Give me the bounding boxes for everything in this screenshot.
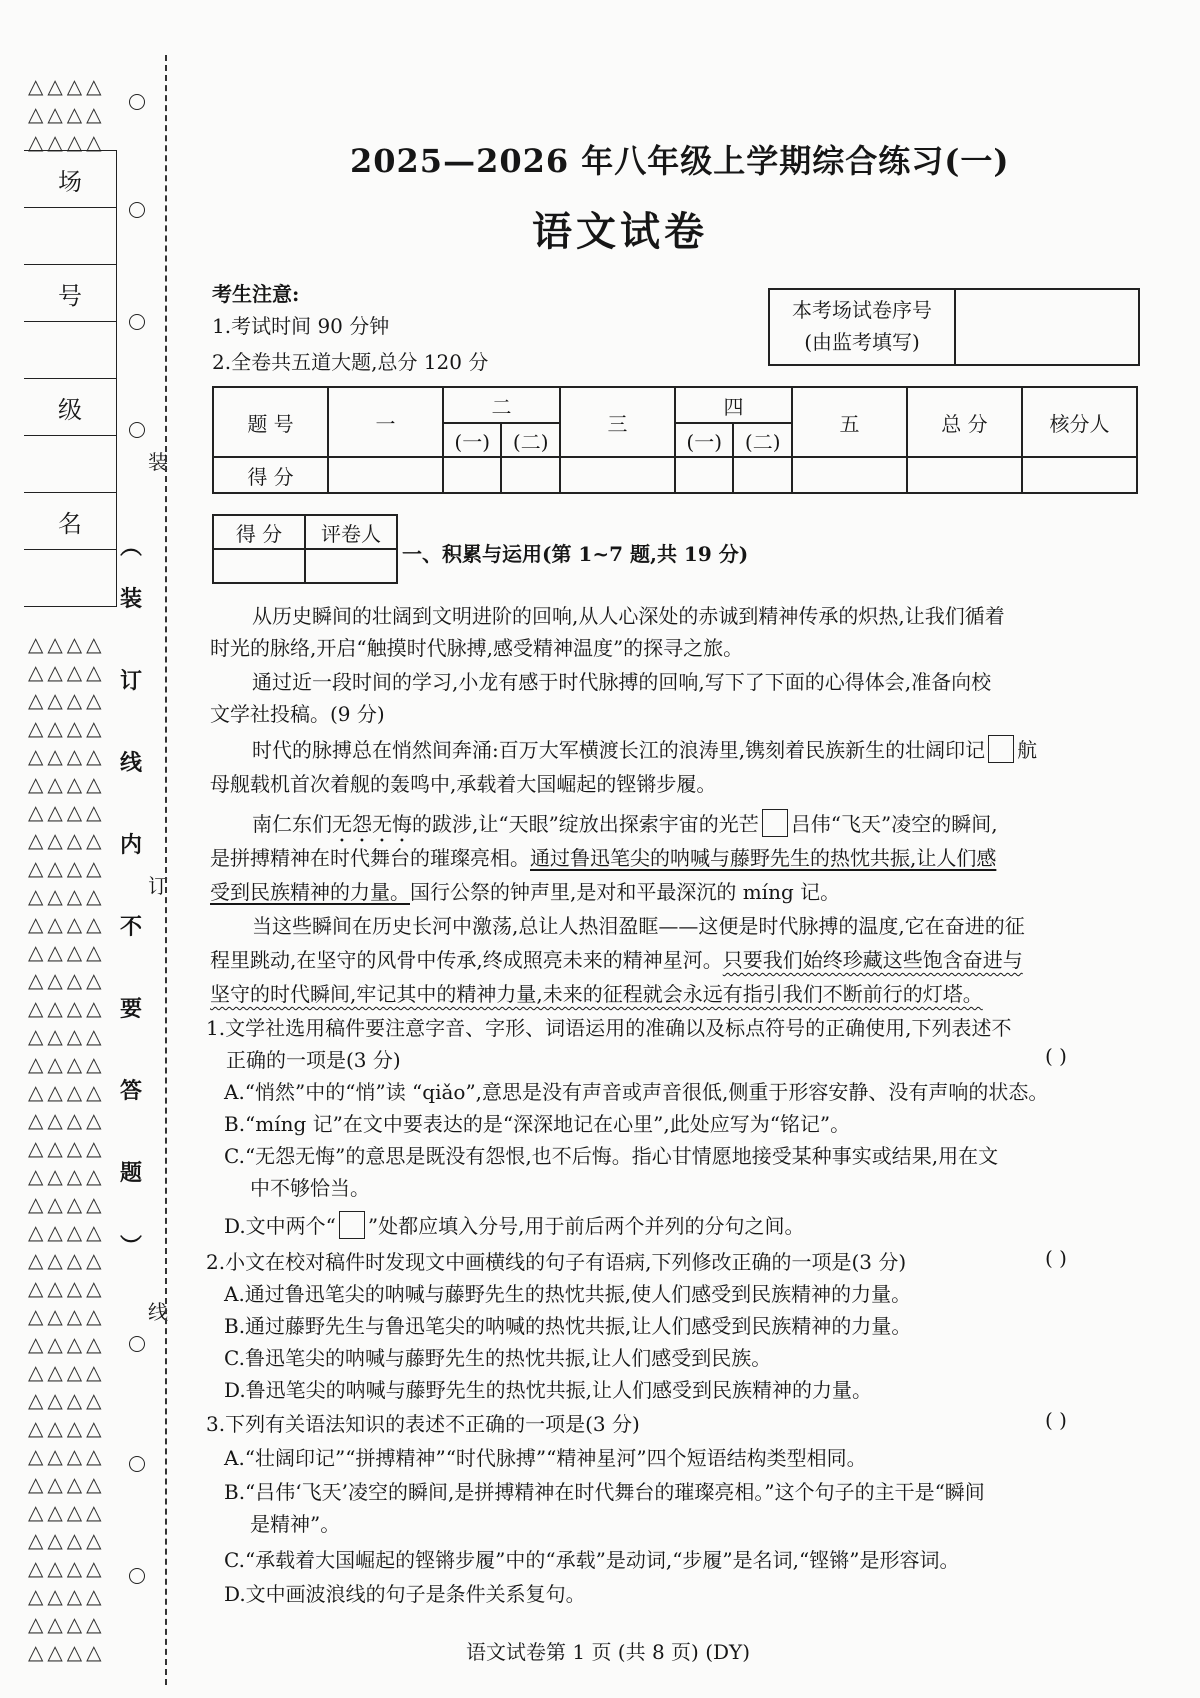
passage-line [210, 842, 996, 871]
field-box-room[interactable] [24, 150, 117, 265]
triangle-row: △△△△ [28, 1472, 106, 1496]
triangle-row: △△△△ [28, 1080, 106, 1104]
blank-box-icon [339, 1211, 365, 1239]
dotted-word: 无怨无悔 [332, 812, 412, 836]
triangle-row: △△△△ [28, 1444, 106, 1468]
notice-item: 1.考试时间 90 分钟 [212, 314, 390, 338]
binding-text: 不 [120, 914, 143, 940]
binding-hole-icon [129, 202, 145, 218]
grader-score-cell[interactable] [213, 549, 305, 583]
score-cell[interactable] [675, 457, 734, 493]
blank-box[interactable] [988, 735, 1014, 763]
triangle-row: △△△△ [28, 940, 106, 964]
score-table-subcol: (二) [733, 423, 792, 457]
binding-text: 订 [148, 874, 168, 898]
option-b-cont: 是精神”。 [250, 1512, 341, 1536]
triangle-row: △△△△ [28, 716, 106, 740]
question-stem: 3.下列有关语法知识的表述不正确的一项是(3 分) [206, 1412, 640, 1436]
binding-text: 装 [148, 450, 168, 474]
serial-number-box [768, 288, 1140, 366]
wavy-sentence: 只要我们始终珍藏这些饱含奋进与 [722, 948, 1023, 972]
grader-score-label: 得 分 [213, 515, 305, 549]
answer-paren[interactable]: ( ) [1045, 1408, 1067, 1432]
score-table-col: 五 [792, 387, 907, 457]
option-c: C.“无怨无悔”的意思是既没有怨恨,也不后悔。指心甘情愿地接受某种事实或结果,用在文 [224, 1144, 999, 1168]
passage-text: 南仁东们 [252, 812, 332, 836]
score-table-col: 核分人 [1022, 387, 1137, 457]
score-cell[interactable] [733, 457, 792, 493]
score-cell[interactable] [328, 457, 443, 493]
score-table-header: 得 分 [213, 457, 328, 493]
score-table-subcol: (一) [675, 423, 734, 457]
score-cell[interactable] [792, 457, 907, 493]
score-cell[interactable] [1022, 457, 1137, 493]
triangle-row: △△△△ [28, 1220, 106, 1244]
option-d: D.鲁迅笔尖的呐喊与藤野先生的热忱共振,让人们感受到民族精神的力量。 [224, 1378, 873, 1402]
notice-item: 2.全卷共五道大题,总分 120 分 [212, 350, 489, 374]
field-box-class[interactable] [24, 378, 117, 493]
score-cell[interactable] [907, 457, 1022, 493]
triangle-row: △△△△ [28, 130, 106, 154]
score-table-header: 题 号 [213, 387, 328, 457]
option-a: A.通过鲁迅笔尖的呐喊与藤野先生的热忱共振,使人们感受到民族精神的力量。 [224, 1282, 912, 1306]
binding-hole-icon [129, 422, 145, 438]
binding-hole-icon [129, 314, 145, 330]
answer-paren[interactable]: ( ) [1045, 1044, 1067, 1068]
serial-label: 本考场试卷序号 [792, 298, 932, 322]
triangle-row: △△△△ [28, 1248, 106, 1272]
triangle-row: △△△△ [28, 1136, 106, 1160]
binding-text: ︶ [120, 1234, 143, 1260]
passage-line [252, 734, 1037, 763]
passage-text: 程里跳动,在坚守的风骨中传承,终成照亮未来的精神星河。 [210, 948, 723, 972]
triangle-row: △△△△ [28, 102, 106, 126]
triangle-row: △△△△ [28, 660, 106, 684]
triangle-row: △△△△ [28, 1164, 106, 1188]
task-line: 文学社投稿。(9 分) [210, 702, 385, 726]
field-box-name[interactable] [24, 492, 117, 607]
triangle-row: △△△△ [28, 1640, 106, 1664]
option-c-cont: 中不够恰当。 [250, 1176, 370, 1200]
option-c: C.“承载着大国崛起的铿锵步履”中的“承载”是动词,“步履”是名词,“铿锵”是形容词。 [224, 1548, 960, 1572]
triangle-row: △△△△ [28, 1276, 106, 1300]
triangle-row: △△△△ [28, 1108, 106, 1132]
field-label: 级 [24, 379, 116, 436]
option-b: B.“吕伟‘飞天’凌空的瞬间,是拼搏精神在时代舞台的璀璨亮相。”这个句子的主干是“瞬间 [224, 1480, 985, 1504]
triangle-row: △△△△ [28, 1332, 106, 1356]
triangle-row: △△△△ [28, 1304, 106, 1328]
underlined-sentence: 受到民族精神的力量。 [210, 880, 410, 904]
intro-line: 从历史瞬间的壮阔到文明进阶的回响,从人心深处的赤诚到精神传承的炽热,让我们循着 [252, 604, 1005, 628]
question-stem: 2.小文在校对稿件时发现文中画横线的句子有语病,下列修改正确的一项是(3 分) [206, 1250, 907, 1274]
triangle-row: △△△△ [28, 1388, 106, 1412]
option-d [224, 1210, 805, 1239]
answer-paren[interactable]: ( ) [1045, 1246, 1067, 1270]
triangle-row: △△△△ [28, 884, 106, 908]
binding-hole-icon [129, 1568, 145, 1584]
binding-text: 线 [148, 1300, 168, 1324]
field-box-number[interactable] [24, 264, 117, 379]
passage-line [210, 978, 983, 1007]
option-c: C.鲁迅笔尖的呐喊与藤野先生的热忱共振,让人们感受到民族。 [224, 1346, 772, 1370]
passage-text: 吕伟“飞天”凌空的瞬间, [790, 812, 998, 836]
option-b: B.“míng 记”在文中要表达的是“深深地记在心里”,此处应写为“铭记”。 [224, 1112, 851, 1136]
triangle-row: △△△△ [28, 912, 106, 936]
passage-text: 的跋涉,让“天眼”绽放出探索宇宙的光芒 [412, 812, 759, 836]
binding-text: 装 [120, 586, 143, 612]
task-line: 通过近一段时间的学习,小龙有感于时代脉搏的回响,写下了下面的心得体会,准备向校 [252, 670, 992, 694]
passage-line: 当这些瞬间在历史长河中激荡,总让人热泪盈眶——这便是时代脉搏的温度,它在奋进的征 [252, 914, 1025, 938]
passage-text: 航 [1017, 738, 1038, 762]
underlined-sentence: 通过鲁迅笔尖的呐喊与藤野先生的热忱共振,让人们感 [530, 846, 997, 870]
passage-text: 是拼搏精神在时代舞台的璀璨亮相。 [210, 846, 530, 870]
triangle-row: △△△△ [28, 1360, 106, 1384]
subject-title: 语文试卷 [532, 208, 708, 255]
triangle-row: △△△△ [28, 744, 106, 768]
field-label: 号 [24, 265, 116, 322]
triangle-row: △△△△ [28, 1500, 106, 1524]
passage-text: 时代的脉搏总在悄然间奔涌:百万大军横渡长江的浪涛里,镌刻着民族新生的壮阔印记 [252, 738, 986, 762]
grader-reviewer-label: 评卷人 [305, 515, 397, 549]
question-stem: 1.文学社选用稿件要注意字音、字形、词语运用的准确以及标点符号的正确使用,下列表述不 [206, 1016, 1012, 1040]
triangle-row: △△△△ [28, 1416, 106, 1440]
triangle-row: △△△△ [28, 968, 106, 992]
triangle-row: △△△△ [28, 772, 106, 796]
triangle-row: △△△△ [28, 1584, 106, 1608]
triangle-row: △△△△ [28, 1052, 106, 1076]
binding-hole-icon [129, 1336, 145, 1352]
option-b: B.通过藤野先生与鲁迅笔尖的呐喊的热忱共振,让人们感受到民族精神的力量。 [224, 1314, 912, 1338]
triangle-row: △△△△ [28, 828, 106, 852]
serial-sublabel: (由监考填写) [804, 330, 920, 354]
blank-box[interactable] [762, 809, 788, 837]
section-heading: 一、积累与运用(第 1~7 题,共 19 分) [402, 542, 749, 566]
passage-line [210, 944, 1023, 973]
page-footer: 语文试卷第 1 页 (共 8 页) (DY) [466, 1640, 751, 1664]
option-text: D.文中两个“ [224, 1214, 336, 1238]
binding-line [165, 55, 167, 1685]
score-table-subcol: (二) [501, 423, 560, 457]
triangle-row: △△△△ [28, 1024, 106, 1048]
passage-line [210, 876, 840, 905]
notice-title: 考生注意: [212, 282, 300, 306]
option-a: A.“悄然”中的“悄”读 “qiǎo”,意思是没有声音或声音很低,侧重于形容安静、没有声响的状态。 [224, 1080, 1049, 1104]
binding-text: 要 [120, 996, 143, 1022]
grader-box [212, 514, 398, 584]
score-table-subcol: (一) [443, 423, 502, 457]
score-table-col: 一 [328, 387, 443, 457]
passage-line: 母舰载机首次着舰的轰鸣中,承载着大国崛起的铿锵步履。 [210, 772, 717, 796]
triangle-row: △△△△ [28, 1556, 106, 1580]
score-table-col: 总 分 [907, 387, 1022, 457]
score-table-col: 四 [675, 387, 792, 423]
triangle-row: △△△△ [28, 632, 106, 656]
binding-hole-icon [129, 94, 145, 110]
triangle-row: △△△△ [28, 1192, 106, 1216]
binding-text: ︵ [120, 534, 143, 560]
triangle-row: △△△△ [28, 688, 106, 712]
score-table [212, 386, 1138, 494]
score-cell[interactable] [501, 457, 560, 493]
score-cell[interactable] [443, 457, 502, 493]
triangle-row: △△△△ [28, 800, 106, 824]
score-cell[interactable] [560, 457, 675, 493]
serial-input[interactable] [956, 290, 1138, 364]
grader-reviewer-cell[interactable] [305, 549, 397, 583]
option-text: ”处都应填入分号,用于前后两个并列的分句之间。 [367, 1214, 805, 1238]
binding-text: 答 [120, 1078, 143, 1104]
binding-text: 订 [120, 668, 143, 694]
field-label: 场 [24, 151, 116, 208]
triangle-row: △△△△ [28, 1612, 106, 1636]
binding-text: 内 [120, 832, 143, 858]
option-d: D.文中画波浪线的句子是条件关系复句。 [224, 1582, 586, 1606]
score-table-col: 二 [443, 387, 560, 423]
triangle-row: △△△△ [28, 856, 106, 880]
triangle-row: △△△△ [28, 996, 106, 1020]
score-table-col: 三 [560, 387, 675, 457]
binding-text: 题 [120, 1160, 143, 1186]
passage-text: 国行公祭的钟声里,是对和平最深沉的 míng 记。 [410, 880, 841, 904]
option-a: A.“壮阔印记”“拼搏精神”“时代脉搏”“精神星河”四个短语结构类型相同。 [224, 1446, 867, 1470]
intro-line: 时光的脉络,开启“触摸时代脉搏,感受精神温度”的探寻之旅。 [210, 636, 744, 660]
binding-hole-icon [129, 1456, 145, 1472]
question-stem: 正确的一项是(3 分) [226, 1048, 401, 1072]
triangle-row: △△△△ [28, 74, 106, 98]
field-label: 名 [24, 493, 116, 550]
binding-text: 线 [120, 750, 143, 776]
exam-title: 2025—2026 年八年级上学期综合练习(一) [350, 142, 1010, 180]
triangle-row: △△△△ [28, 1528, 106, 1552]
wavy-sentence: 坚守的时代瞬间,牢记其中的精神力量,未来的征程就会永远有指引我们不断前行的灯塔。 [210, 982, 983, 1006]
